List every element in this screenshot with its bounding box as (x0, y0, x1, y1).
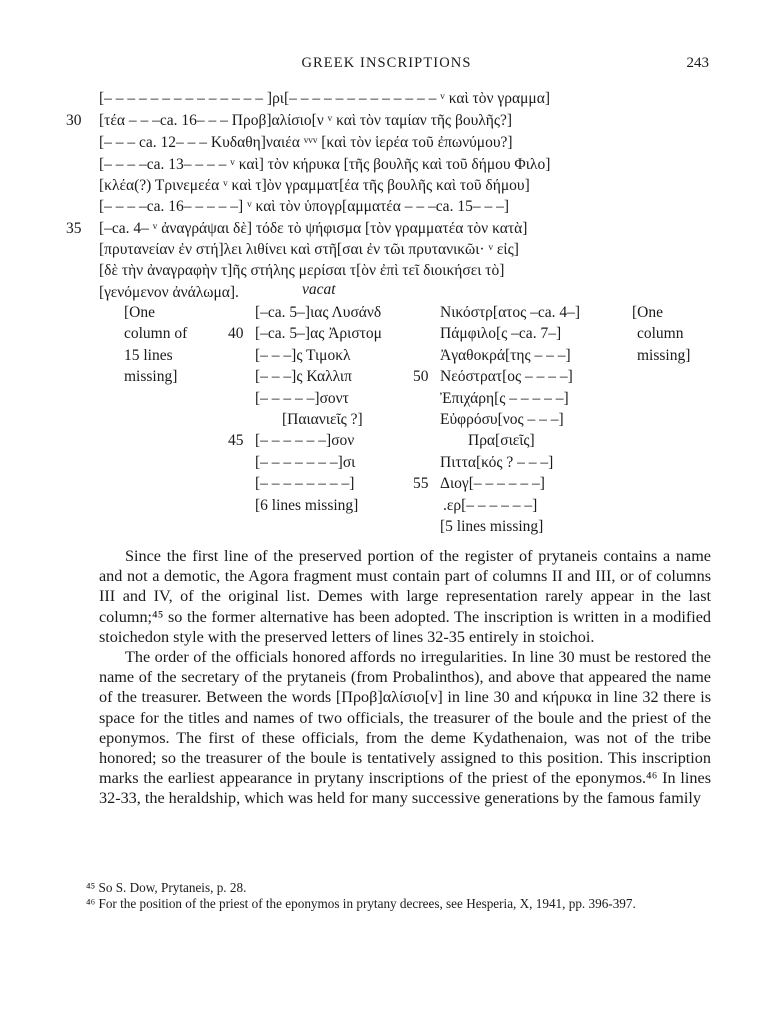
inscription-line: [– – – – – – – – – – – – – – ]ρι[– – – – – – – – – – – – – ᵛ καὶ τὸν γραμμα] (99, 90, 551, 107)
column-four (632, 302, 690, 366)
line-number: 40 (228, 325, 244, 342)
column-text: [One (124, 304, 155, 321)
inscription-line: [γενόμενον ἀνάλωμα]. (99, 284, 239, 301)
column-line: Διογ[– – – – – –] (440, 475, 545, 493)
column-line: [5 lines missing] (440, 517, 544, 535)
line-number: 30 (66, 112, 82, 129)
footnote-text: ⁴⁵ So S. Dow, Prytaneis, p. 28. (86, 880, 247, 895)
column-line: Πρα[σιεῖς] (468, 432, 535, 450)
paragraph: The order of the officials honored affords no irregularities. In line 30 must be restored the name of the secretary of the prytaneis (from Probalinthos), and above that appeared the name of the treasurer. Between the words [Προβ]αλίσιο[ν] in line 30 and κήρυκα in line 32 there is space for the titles and names of two officials, the treasurer of the boule and the priest of the eponymos. The first of these officials, from the deme Kydathenaion, was not of the tribe honored; so the treasurer of the boule is tentatively assigned to this position. This inscription marks the earliest appearance in prytany inscriptions of the priest of the eponymos.⁴⁶ In lines 32-33, the heraldship, which was held for many successive generations by the famous family (99, 648, 711, 808)
column-one (124, 302, 187, 388)
column-line: Πιττα[κός ? – – –] (440, 453, 554, 471)
line-number: 55 (413, 475, 429, 492)
column-text: 15 lines (124, 346, 173, 364)
column-line: Πάμφιλο[ς –ca. 7–] (440, 325, 562, 343)
column-text: missing] (637, 346, 691, 364)
footnote-46 (59, 896, 711, 913)
column-line: Εὐφρόσυ[νος – – –] (440, 410, 564, 428)
column-line: [– – – – – – –]σι (255, 453, 356, 471)
column-text: column of (124, 325, 188, 343)
column-line: [6 lines missing] (255, 496, 359, 514)
column-line: Νεόστρατ[ος – – – –] (440, 368, 573, 386)
page-number: 243 (686, 55, 709, 71)
running-header (0, 55, 773, 77)
column-line: [– – –]ς Τιμοκλ (255, 346, 351, 364)
column-two (255, 302, 382, 516)
inscription-line: [κλέα(?) Τρινεμεέα ᵛ καὶ τ]ὸν γραμματ[έα τῆς βουλῆς καὶ τοῦ δήμου] (99, 177, 530, 194)
column-line: [–ca. 5–]ιας Λυσάνδ (255, 304, 382, 321)
inscription-line: [– – – –ca. 16– – – – –] ᵛ καὶ τὸν ὑπογρ[αμματέα – – –ca. 15– – –] (99, 198, 509, 215)
column-three (440, 302, 580, 537)
inscription-line: [δὲ τὴν ἀναγραφὴν τ]ῆς στήλης μερίσαι τ[ὸν ἐπὶ τεῖ διοικήσει τὸ] (99, 262, 505, 279)
column-line: [– – –]ς Καλλιπ (255, 368, 352, 386)
column-line: Νικόστρ[ατος –ca. 4–] (440, 304, 581, 321)
column-line: [– – – – – –]σον (255, 432, 355, 450)
inscription-line: [–ca. 4– ᵛ ἀναγράψαι δὲ] τόδε τὸ ψήφισμα [τὸν γραμματέα τὸν κατὰ] (99, 220, 528, 237)
column-line: Ἐπιχάρη[ς – – – – –] (440, 389, 569, 407)
column-line: Ἀγαθοκρά[της – – –] (440, 346, 571, 364)
vacat-mark: vacat (302, 281, 336, 298)
inscription-line: [– – – ca. 12– – – Κυδαθη]ναιέα ᵛᵛᵛ [καὶ τὸν ἱερέα τοῦ ἐπωνύμου?] (99, 134, 513, 151)
footnote-text: ⁴⁶ For the position of the priest of the eponymos in prytany decrees, see Hesperia, X, 1941, pp. 396-397. (86, 896, 636, 911)
column-text: [One (632, 304, 663, 321)
column-line: [– – – – – – – –] (255, 475, 355, 493)
commentary (99, 546, 711, 809)
line-number: 50 (413, 368, 429, 385)
column-line: [–ca. 5–]ας Ἀριστομ (255, 325, 382, 343)
line-number: 45 (228, 432, 244, 449)
column-line: [– – – – –]σοντ (255, 389, 349, 407)
running-title: GREEK INSCRIPTIONS (301, 55, 472, 71)
column-text: column (637, 325, 684, 343)
column-text: missing] (124, 368, 178, 386)
inscription-line: [πρυτανείαν ἐν στή]λει λιθίνει καὶ στῆ[σαι ἐν τῶι πρυτανικῶι· ᵛ εἰς] (99, 241, 519, 258)
column-line: [Παιανιεῖς ?] (282, 410, 363, 428)
footnote-45 (86, 880, 738, 897)
line-number: 35 (66, 220, 82, 237)
inscription-line: [τέα – – –ca. 16– – – Προβ]αλίσιο[ν ᵛ καὶ τὸν ταμίαν τῆς βουλῆς?] (99, 112, 513, 129)
inscription-line: [– – – –ca. 13– – – – ᵛ καὶ] τὸν κήρυκα [τῆς βουλῆς καὶ τοῦ δήμου Φιλο] (99, 156, 551, 173)
paragraph: Since the first line of the preserved portion of the register of prytaneis contains a name and not a demotic, the Agora fragment must contain part of columns II and III, or of columns III and IV, of the original list. Demes with large representation rarely appear in the last column;⁴⁵ so the former alternative has been adopted. The inscription is written in a modified stoichedon style with the preserved letters of lines 32-35 entirely in stoichoi. (99, 547, 711, 646)
column-line: .ερ[– – – – – –] (443, 496, 538, 514)
